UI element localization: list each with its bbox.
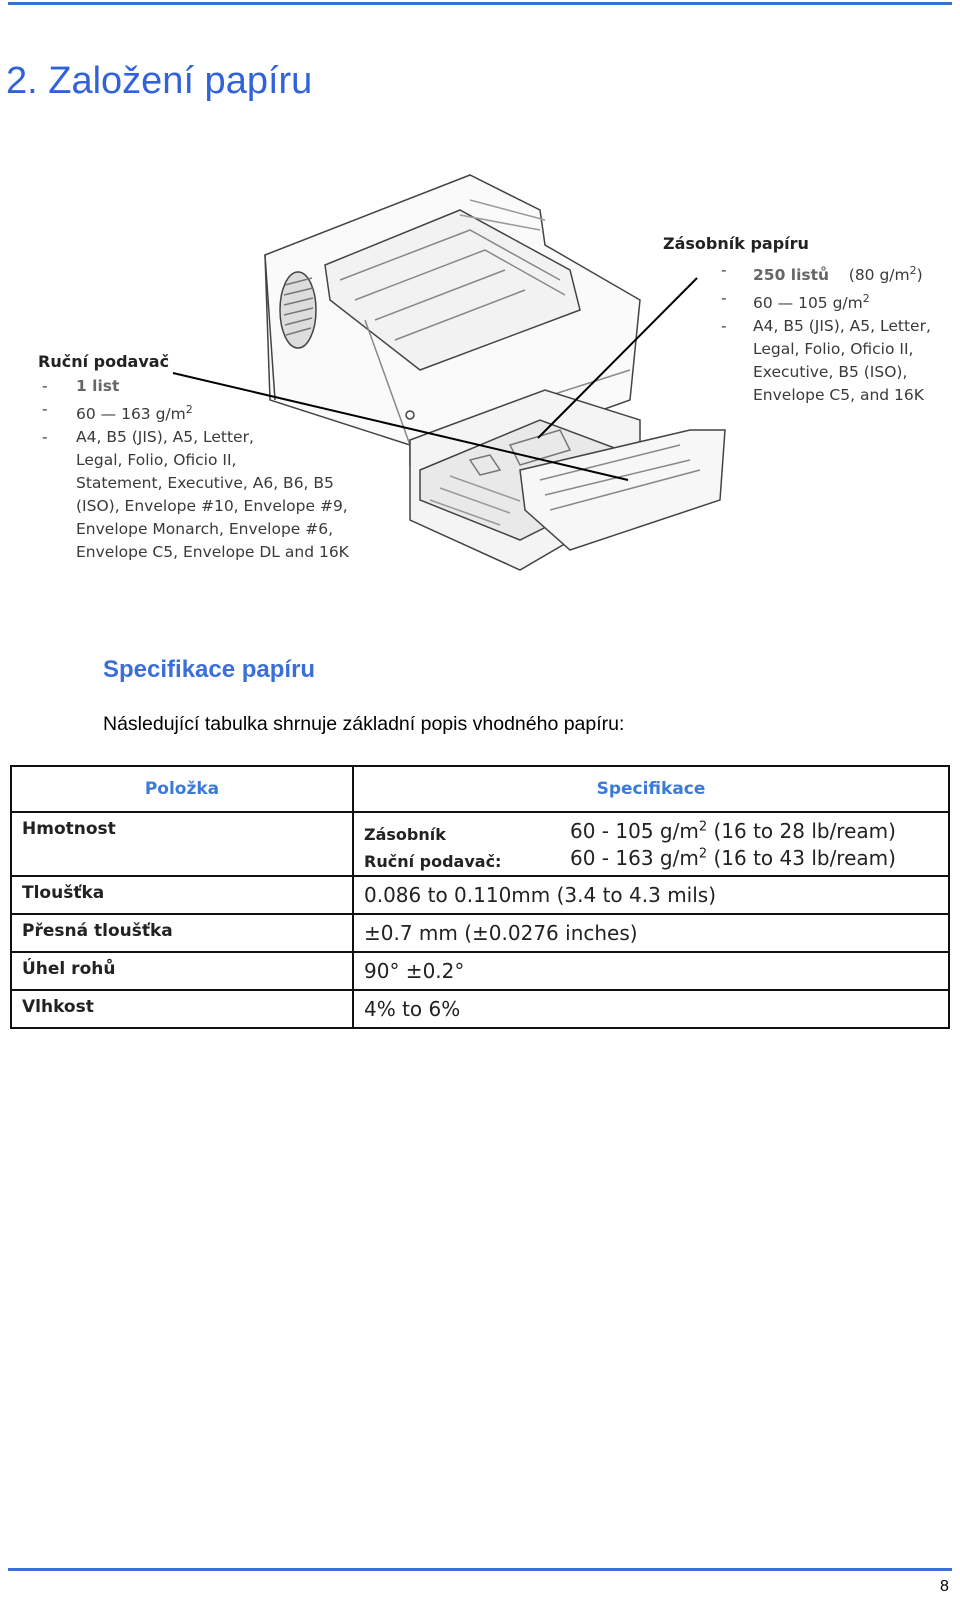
row-value: 90° ±0.2° — [353, 952, 949, 990]
section-intro: Následující tabulka shrnuje základní popis vhodného papíru: — [103, 713, 625, 735]
table-row — [11, 990, 949, 1028]
manual-feeder-item: Statement, Executive, A6, B6, B5 — [76, 474, 334, 493]
table-row — [11, 876, 949, 914]
table-header-row — [11, 766, 949, 812]
column-header-item: Položka — [11, 766, 353, 812]
row-label: Vlhkost — [11, 990, 353, 1028]
manual-feeder-item: - 60 — 163 $g/m^2$ — [42, 400, 193, 424]
row-label: Úhel rohů — [11, 952, 353, 990]
section-title: Specifikace papíru — [103, 656, 316, 683]
manual-feeder-callout — [38, 352, 378, 564]
page-title: 2. Založení papíru — [6, 60, 313, 102]
paper-spec-table — [10, 765, 950, 1029]
paper-tray-item: Executive, B5 (ISO), — [753, 363, 908, 382]
manual-feeder-heading: Ruční podavač — [38, 352, 170, 371]
paper-tray-item: - 250 listů (80 $g/m^2$) — [721, 261, 923, 285]
bottom-rule — [8, 1568, 952, 1571]
manual-feeder-label: Ruční podavač: — [364, 852, 502, 871]
paper-tray-heading: Zásobník papíru — [663, 234, 809, 253]
row-value: 4% to 6% — [353, 990, 949, 1028]
manual-feeder-item: Envelope Monarch, Envelope #6, — [76, 520, 334, 539]
weight-spec-cell — [353, 812, 949, 876]
row-value: 0.086 to 0.110mm (3.4 to 4.3 mils) — [353, 876, 949, 914]
paper-tray-item: Envelope C5, and 16K — [753, 386, 924, 405]
row-value: ±0.7 mm (±0.0276 inches) — [353, 914, 949, 952]
table-row — [11, 952, 949, 990]
manual-feeder-item: Legal, Folio, Oficio II, — [76, 451, 237, 470]
row-label: Přesná tloušťka — [11, 914, 353, 952]
column-header-spec: Specifikace — [353, 766, 949, 812]
page-number: 8 — [940, 1578, 949, 1595]
tray-label: Zásobník — [364, 825, 446, 844]
table-row — [11, 812, 949, 876]
tray-weight-value: 60 - 105 $g/m^2$ (16 to 28 lb/ream) — [570, 819, 896, 843]
paper-tray-item: - A4, B5 (JIS), A5, Letter, — [721, 317, 931, 336]
manual-feeder-item: (ISO), Envelope #10, Envelope #9, — [76, 497, 348, 516]
paper-tray-item: - 60 — 105 $g/m^2$ — [721, 289, 870, 313]
manual-weight-value: 60 - 163 $g/m^2$ (16 to 43 lb/ream) — [570, 846, 896, 870]
manual-feeder-item: - A4, B5 (JIS), A5, Letter, — [42, 428, 254, 447]
paper-tray-callout — [663, 234, 953, 407]
table-row — [11, 914, 949, 952]
manual-feeder-item: - 1 list — [42, 377, 120, 395]
printer-figure — [0, 170, 960, 590]
row-label: Hmotnost — [11, 812, 353, 876]
paper-tray-item: Legal, Folio, Oficio II, — [753, 340, 914, 359]
row-label: Tloušťka — [11, 876, 353, 914]
top-rule — [8, 2, 952, 5]
manual-feeder-item: Envelope C5, Envelope DL and 16K — [76, 543, 349, 562]
